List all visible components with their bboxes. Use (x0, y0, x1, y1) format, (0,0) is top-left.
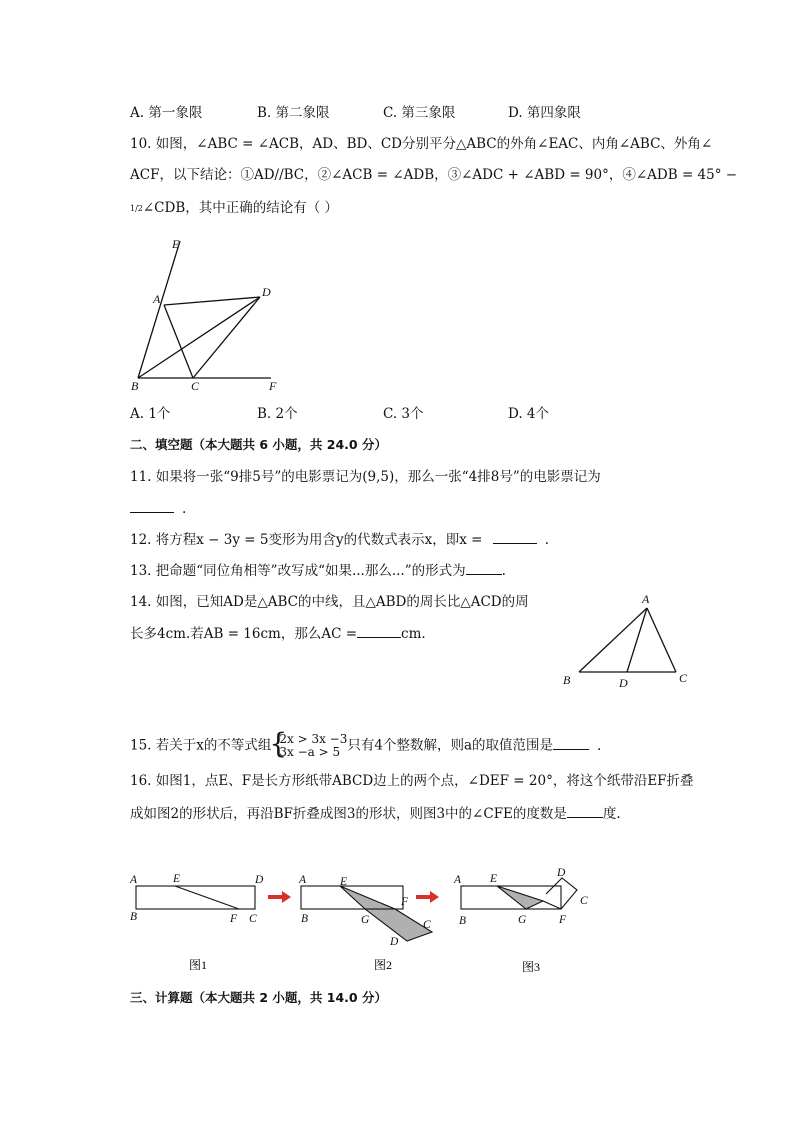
q10-line3 (130, 198, 338, 218)
fig1-label-f: F (230, 913, 238, 925)
q16-unit: 度. (602, 806, 621, 822)
label-e: E (172, 237, 180, 251)
q15-line (130, 733, 601, 759)
q13-period: . (501, 563, 506, 579)
q9-option-d: D. 第四象限 (508, 105, 581, 121)
q16-text: 成如图2的形状后，再沿BF折叠成图3的形状，则图3中的∠CFE的度数是 (130, 806, 567, 822)
q10-line1: 10. 如图，∠ABC = ∠ACB，AD、BD、CD分别平分△ABC的外角∠EAC、内角∠ABC、外角∠ (130, 136, 713, 152)
q13-text: 13. 把命题“同位角相等”改写成“如果...那么...”的形式为 (130, 563, 466, 579)
fig3 (461, 878, 577, 909)
fig3-label-a: A (454, 874, 462, 886)
fig2-caption: 图2 (374, 958, 393, 972)
q15-suffix: 只有4个整数解，则a的取值范围是 (347, 737, 554, 754)
q10-option-d: D. 4个 (508, 406, 550, 422)
section-2-heading: 二、填空题（本大题共 6 小题，共 24.0 分） (130, 437, 387, 452)
fig1-label-b: B (130, 911, 138, 923)
label-f: F (269, 379, 277, 393)
label-c: C (191, 379, 200, 393)
section-3-heading: 三、计算题（本大题共 2 小题，共 14.0 分） (130, 990, 387, 1005)
fraction-half: 1/2 (130, 203, 143, 213)
q15-prefix: 15. 若关于x的不等式组 (130, 737, 272, 754)
q11-line2 (130, 498, 186, 519)
fig3-label-b: B (459, 915, 467, 927)
q10-line3-text: ∠CDB，其中正确的结论有（ ） (142, 200, 339, 216)
q12-line (130, 529, 549, 550)
label-b: B (563, 673, 571, 687)
q13-line (130, 560, 506, 581)
fig2-label-e: E (340, 876, 348, 888)
q16-answer-blank[interactable] (567, 803, 603, 818)
inequality-2: 3x −a > 5 (279, 745, 341, 759)
q14-line1: 14. 如图，已知AD是△ABC的中线，且△ABD的周长比△ACD的周 (130, 594, 529, 610)
label-d: D (619, 676, 628, 690)
q12-answer-blank[interactable] (493, 529, 537, 544)
q14-text: 长多4cm.若AB = 16cm，那么AC = (130, 626, 358, 642)
q10-option-c: C. 3个 (383, 406, 424, 422)
label-c: C (679, 671, 688, 685)
q9-option-b: B. 第二象限 (257, 105, 330, 121)
q11-period: . (182, 501, 187, 517)
q10-option-a: A. 1个 (130, 406, 171, 422)
fig2-label-g: G (361, 914, 370, 926)
fig2-label-b: B (301, 913, 309, 925)
q10-line2: ACF，以下结论：①AD//BC，②∠ACB = ∠ADB，③∠ADC + ∠ABD = 90°，④∠ADB = 45° − (130, 167, 738, 183)
q12-text: 12. 将方程x − 3y = 5变形为用含y的代数式表示x，即x = (130, 532, 483, 548)
q14-figure (558, 588, 698, 693)
q12-period: . (544, 532, 550, 548)
q14-line2 (130, 623, 426, 644)
q16-figures (125, 862, 605, 982)
q10-option-b: B. 2个 (257, 406, 298, 422)
fig3-caption: 图3 (522, 960, 541, 974)
fig2-label-d: D (390, 936, 399, 948)
q14-unit: cm. (401, 626, 426, 642)
fig1-label-d: D (255, 874, 264, 886)
fig3-label-g: G (518, 914, 527, 926)
fig1-label-c: C (249, 913, 257, 925)
label-a: A (153, 292, 161, 306)
q16-line1: 16. 如图1，点E、F是长方形纸带ABCD边上的两个点，∠DEF = 20°，将这个纸带沿EF折叠 (130, 773, 694, 789)
q9-option-c: C. 第三象限 (383, 105, 456, 121)
fig1-caption: 图1 (189, 958, 208, 972)
q10-figure (125, 235, 290, 395)
fig3-label-f: F (559, 914, 567, 926)
q15-answer-blank[interactable] (553, 735, 589, 750)
inequality-1: { 2x > 3x −3 (279, 732, 348, 746)
arrow-icon (268, 891, 291, 903)
q11-line1: 11. 如果将一张“9排5号”的电影票记为(9,5)，那么一张“4排8号”的电影票记为 (130, 469, 601, 485)
q14-answer-blank[interactable] (357, 623, 401, 638)
q11-answer-blank[interactable] (130, 498, 174, 513)
label-a: A (642, 592, 650, 606)
q15-period: . (597, 737, 602, 754)
label-b: B (131, 379, 139, 393)
fig1-label-a: A (130, 874, 138, 886)
q9-option-a: A. 第一象限 (130, 105, 203, 121)
fig2-label-a: A (299, 874, 307, 886)
label-d: D (262, 285, 271, 299)
fig3-label-c: C (580, 895, 588, 907)
fig3-label-d: D (557, 867, 566, 879)
fig1 (136, 886, 255, 909)
fig2-label-f: F (401, 896, 409, 908)
fig3-label-e: E (490, 873, 498, 885)
inequality-system (271, 733, 347, 759)
q13-answer-blank[interactable] (466, 560, 502, 575)
q16-line2 (130, 803, 621, 824)
fig1-label-e: E (173, 873, 181, 885)
fig2-label-c: C (423, 919, 431, 931)
arrow-icon (416, 891, 439, 903)
